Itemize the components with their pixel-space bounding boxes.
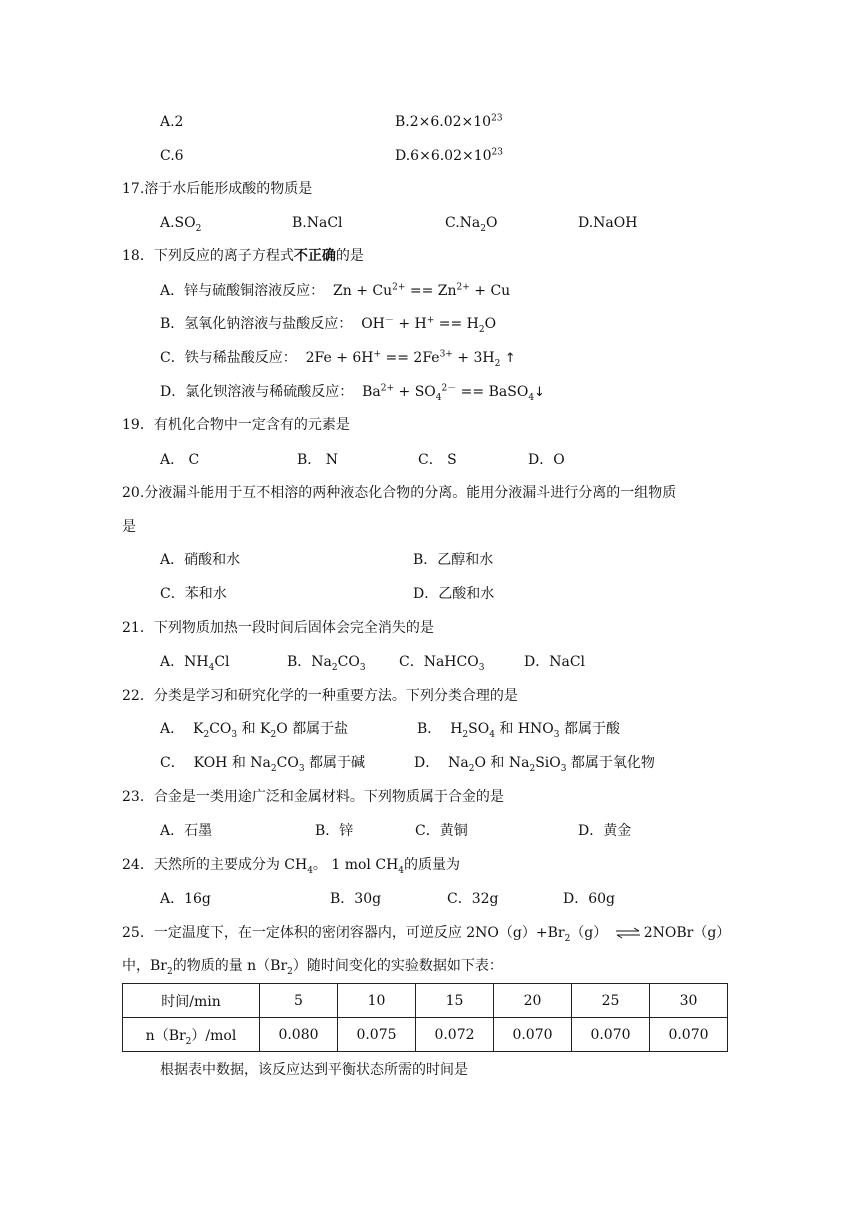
q22-stem: 22．分类是学习和研究化学的一种重要方法。下列分类合理的是 xyxy=(122,688,518,704)
table-cell-value: 0.070 xyxy=(650,1018,728,1052)
table-cell-time: 25 xyxy=(572,984,650,1018)
q21-option-d: D．NaCl xyxy=(524,654,586,670)
q16-option-d: $D.6\times 6.02\times 10^{23}$ xyxy=(395,147,503,164)
q24-stem: 24．天然所的主要成分为 $CH_4$。 1 mol $CH_4$的质量为 xyxy=(122,857,461,876)
table-cell-time: 15 xyxy=(416,984,494,1018)
q23-option-a: A．石墨 xyxy=(160,823,213,839)
q24-option-a: A．16g xyxy=(160,891,211,907)
q18-option-b: B．氢氧化钠溶液与盐酸反应： $OH^- + H^+ == H_2O$ xyxy=(160,315,497,335)
q20-option-a: A．硝酸和水 xyxy=(160,552,241,568)
q16-option-c: C.6 xyxy=(160,148,184,164)
table-cell-time: 20 xyxy=(494,984,572,1018)
table-cell-value: 0.070 xyxy=(494,1018,572,1052)
q20-stem-line1: 20.分液漏斗能用于互不相溶的两种液态化合物的分离。能用分液漏斗进行分离的一组物质 xyxy=(122,485,677,501)
table-cell-value: 0.070 xyxy=(572,1018,650,1052)
up-arrow-icon: ↑ xyxy=(504,351,516,366)
q21-option-c: C．NaHCO$_3$ xyxy=(399,654,485,673)
table-cell-value: 0.072 xyxy=(416,1018,494,1052)
q19-option-d: D．O xyxy=(528,452,565,468)
table-cell-time: 10 xyxy=(338,984,416,1018)
q18-option-d: D．氯化钡溶液与稀硫酸反应： $Ba^{2+} + SO_4^{2-}$ == BaSO$_4$↓ xyxy=(160,383,545,403)
q20-option-d: D．乙酸和水 xyxy=(413,586,495,602)
q24-option-d: D．60g xyxy=(563,891,616,907)
q24-option-c: C．32g xyxy=(447,891,499,907)
q17-stem: 17.溶于水后能形成酸的物质是 xyxy=(122,181,313,197)
q17-option-b: B.NaCl xyxy=(292,215,343,231)
q23-option-d: D．黄金 xyxy=(578,823,632,839)
q24-option-b: B．30g xyxy=(330,891,382,907)
table-row-label: $n(Br_2)$/mol xyxy=(123,1018,260,1052)
table-header-label: 时间/min xyxy=(123,984,260,1018)
q21-option-b: B．$Na_2CO_3$ xyxy=(287,654,366,673)
q20-stem-line2: 是 xyxy=(122,519,136,535)
equilibrium-arrow-icon xyxy=(615,927,641,939)
q21-stem: 21．下列物质加热一段时间后固体会完全消失的是 xyxy=(122,620,434,636)
q18-option-c: C．铁与稀盐酸反应： $2Fe + 6H^+ == 2Fe^{3+} + 3H_2$ ↑ xyxy=(160,349,516,369)
q22-option-d: D． $Na_2O$ 和 $Na_2SiO_3$ 都属于氧化物 xyxy=(414,755,655,774)
q19-option-a: A． C xyxy=(160,452,200,468)
q18-stem: 18．下列反应的离子方程式不正确的是 xyxy=(122,248,364,264)
q23-option-b: B．锌 xyxy=(315,823,354,839)
q22-option-b: B． $H_2SO_4$ 和 $HNO_3$ 都属于酸 xyxy=(417,721,620,740)
q19-option-c: C． S xyxy=(418,452,457,468)
down-arrow-icon: ↓ xyxy=(534,385,545,400)
table-cell-time: 30 xyxy=(650,984,728,1018)
q25-data-table xyxy=(122,983,728,1052)
q25-stem-line2: 中，$Br_2$的物质的量 $n(Br_2)$随时间变化的实验数据如下表： xyxy=(122,958,503,977)
q18-option-a: A．锌与硫酸铜溶液反应： $Zn + Cu^{2+} == Zn^{2+} + Cu$ xyxy=(160,282,511,299)
table-cell-time: 5 xyxy=(260,984,338,1018)
table-cell-value: 0.080 xyxy=(260,1018,338,1052)
q16-option-a: A.2 xyxy=(160,114,184,130)
table-row xyxy=(123,1018,728,1052)
q17-option-c: $C.Na_2O$ xyxy=(445,215,498,234)
q19-option-b: B． N xyxy=(297,452,338,468)
q22-option-a: A． $K_2CO_3$ 和 $K_2O$ 都属于盐 xyxy=(160,721,349,740)
q17-option-d: D.NaOH xyxy=(578,215,638,231)
q25-stem-line1: 25．一定温度下，在一定体积的密闭容器内，可逆反应 $2NO(g)+Br_2(g)$ 2NOBr（g） xyxy=(122,925,731,944)
q25-followup: 根据表中数据，该反应达到平衡状态所需的时间是 xyxy=(160,1062,468,1078)
q23-option-c: C．黄铜 xyxy=(415,823,468,839)
q17-option-a: $A.SO_2$ xyxy=(160,215,202,234)
q23-stem: 23．合金是一类用途广泛和金属材料。下列物质属于合金的是 xyxy=(122,789,504,805)
q16-option-b: $B.2\times 6.02\times 10^{23}$ xyxy=(395,113,503,130)
q20-option-b: B．乙醇和水 xyxy=(413,552,494,568)
q19-stem: 19．有机化合物中一定含有的元素是 xyxy=(122,417,350,433)
table-cell-value: 0.075 xyxy=(338,1018,416,1052)
q20-option-c: C．苯和水 xyxy=(160,586,227,602)
q21-option-a: A．$NH_4Cl$ xyxy=(160,654,230,673)
table-header-row xyxy=(123,984,728,1018)
q22-option-c: C． KOH 和 $Na_2CO_3$ 都属于碱 xyxy=(160,755,366,774)
